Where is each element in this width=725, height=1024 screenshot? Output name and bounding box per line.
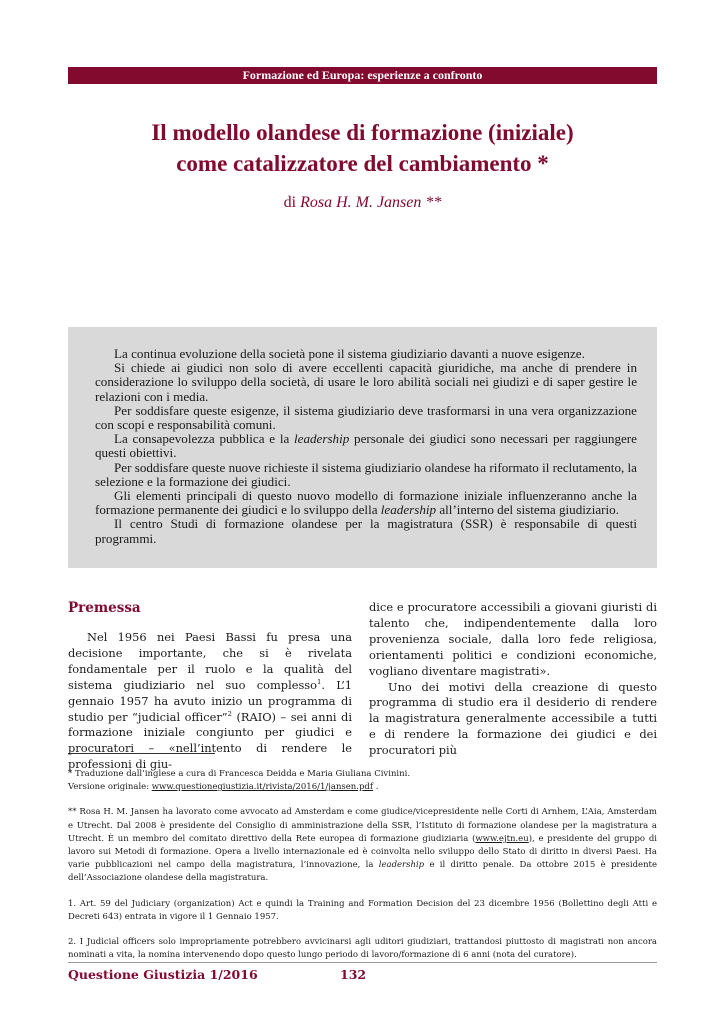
section-banner: Formazione ed Europa: esperienze a confronto xyxy=(68,67,657,84)
byline-prefix: di xyxy=(283,194,301,211)
footnotes xyxy=(68,768,657,974)
abstract-paragraph: La continua evoluzione della società pone il sistema giudiziario davanti a nuove esigenze. xyxy=(114,346,585,361)
abstract-paragraph xyxy=(95,489,637,517)
body-column-left xyxy=(68,600,352,773)
text-run: * Traduzione dall’inglese a cura di Francesca Deidda e Maria Giuliana Civinini. xyxy=(68,769,411,779)
footnote-separator xyxy=(68,753,215,754)
footnote-2: 2. I Judicial officers solo impropriamente potrebbero avvicinarsi agli uditori giudiziari, trattandosi piuttosto di magistrati non ancora nominati a vita, la nomina intervenendo dopo questo lungo periodo di lavoro/formazione di 6 anni (nota del curatore). xyxy=(68,937,657,961)
source-link[interactable]: www.questionegiustizia.it/rivista/2016/1/jansen.pdf xyxy=(151,782,374,793)
footnote-author xyxy=(68,806,657,885)
abstract-paragraph: Per soddisfare queste nuove richieste il sistema giudiziario olandese ha riformato il reclutamento, la selezione e la formazione dei giudici. xyxy=(95,459,637,489)
text-run: all’interno del sistema giudiziario. xyxy=(436,502,619,518)
text-run: ), e presidente del gruppo di lavoro sui Metodi di formazione. Opera a livello internazionale ed è coinvolta nello sviluppo dello Stato di diritto in diversi Paesi. Ha varie pubblicazioni nel campo della magistratura, l’innovazione, la xyxy=(68,833,657,871)
abstract-text xyxy=(95,347,637,546)
body-paragraph: Uno dei motivi della creazione di questo programma di studio era il desiderio di rendere la magistratura generalmente accessibile a tutti e di rendere la formazione dei giudici e dei procuratori più xyxy=(369,679,657,758)
page-number: 132 xyxy=(340,967,367,982)
article-title xyxy=(68,117,657,179)
text-run: e il diritto penale. Da ottobre 2015 è presidente dell’Associazione olandese della magistratura. xyxy=(68,860,657,884)
ejtn-link[interactable]: www.ejtn.eu xyxy=(475,833,529,844)
footnote-1: 1. Art. 59 del Judiciary (organization) Act e quindi la Training and Formation Decision del 23 dicembre 1956 (Bollettino degli Atti e Decreti 643) entrata in vigore il 1 Gennaio 1957. xyxy=(68,898,657,922)
abstract-paragraph xyxy=(95,432,637,460)
title-line-2: come catalizzatore del cambiamento * xyxy=(176,151,549,176)
abstract-paragraph: Il centro Studi di formazione olandese per la magistratura (SSR) è responsabile di questi programmi. xyxy=(95,516,637,546)
abstract-paragraph: Si chiede ai giudici non solo di avere eccellenti capacità giuridiche, ma anche di prendere in considerazione lo sviluppo della società, di usare le loro abilità sociali nei giudizi e di saper gestire le relazioni con i media. xyxy=(95,360,637,404)
footnote-ref[interactable]: 1 xyxy=(317,677,322,686)
text-run: . xyxy=(373,782,379,793)
footnote-ref[interactable]: 2 xyxy=(227,709,232,718)
author-name: Rosa H. M. Jansen ** xyxy=(300,194,442,211)
text-run: personale dei giudici sono necessari per raggiungere questi obiettivi. xyxy=(95,431,637,461)
section-heading: Premessa xyxy=(68,600,141,616)
emphasis: leadership xyxy=(378,860,425,871)
text-run: (RAIO) – sei anni di formazione iniziale congiunto per giudici e procuratori – «nell’intento di rendere le professioni di giu- xyxy=(68,709,352,772)
body-paragraph xyxy=(68,630,352,773)
journal-name: Questione Giustizia 1/2016 xyxy=(68,967,258,982)
text-run: Versione originale: xyxy=(68,782,152,793)
text-run: La consapevolezza pubblica e la xyxy=(114,431,295,447)
footnote-star xyxy=(68,768,657,794)
text-run: . L’1 gennaio 1957 ha avuto inizio un programma di studio per “judicial officer” xyxy=(68,677,352,724)
emphasis: leadership xyxy=(294,431,350,447)
abstract-paragraph: Per soddisfare queste esigenze, il sistema giudiziario deve trasformarsi in una vera organizzazione con scopi e responsabilità comuni. xyxy=(95,402,637,433)
text-run: Gli elementi principali di questo nuovo modello di formazione iniziale influenzeranno anche la formazione permanente dei giudici e lo sviluppo della xyxy=(95,488,637,518)
abstract-box xyxy=(68,327,657,568)
body-paragraph: dice e procuratore accessibili a giovani giuristi di talento che, indipendentemente dalla loro provenienza sociale, dalla loro fede religiosa, orientamenti politici e condizioni economiche, vogliano diventare magistrati». xyxy=(369,600,657,678)
text-run: ** Rosa H. M. Jansen ha lavorato come avvocato ad Amsterdam e come giudice/vicepresidente nelle Corti di Arnhem, L’Aia, Amsterdam e Utrecht. Dal 2008 è presidente del Consiglio di amministrazione della SSR, l’Istituto di formazione olandese per la magistratura a Utrecht. È un membro del comitato direttivo della Rete europea di formazione giudiziaria ( xyxy=(68,807,657,844)
title-line-1: Il modello olandese di formazione (iniziale) xyxy=(151,120,574,145)
emphasis: leadership xyxy=(380,502,437,518)
text-run: Nel 1956 nei Paesi Bassi fu presa una decisione importante, che si è rivelata fondamentale per il ruolo e la qualità del sistema giudiziario nel suo complesso xyxy=(68,630,352,692)
footer-rule xyxy=(68,962,657,963)
body-column-right xyxy=(369,600,657,759)
byline xyxy=(68,194,657,212)
